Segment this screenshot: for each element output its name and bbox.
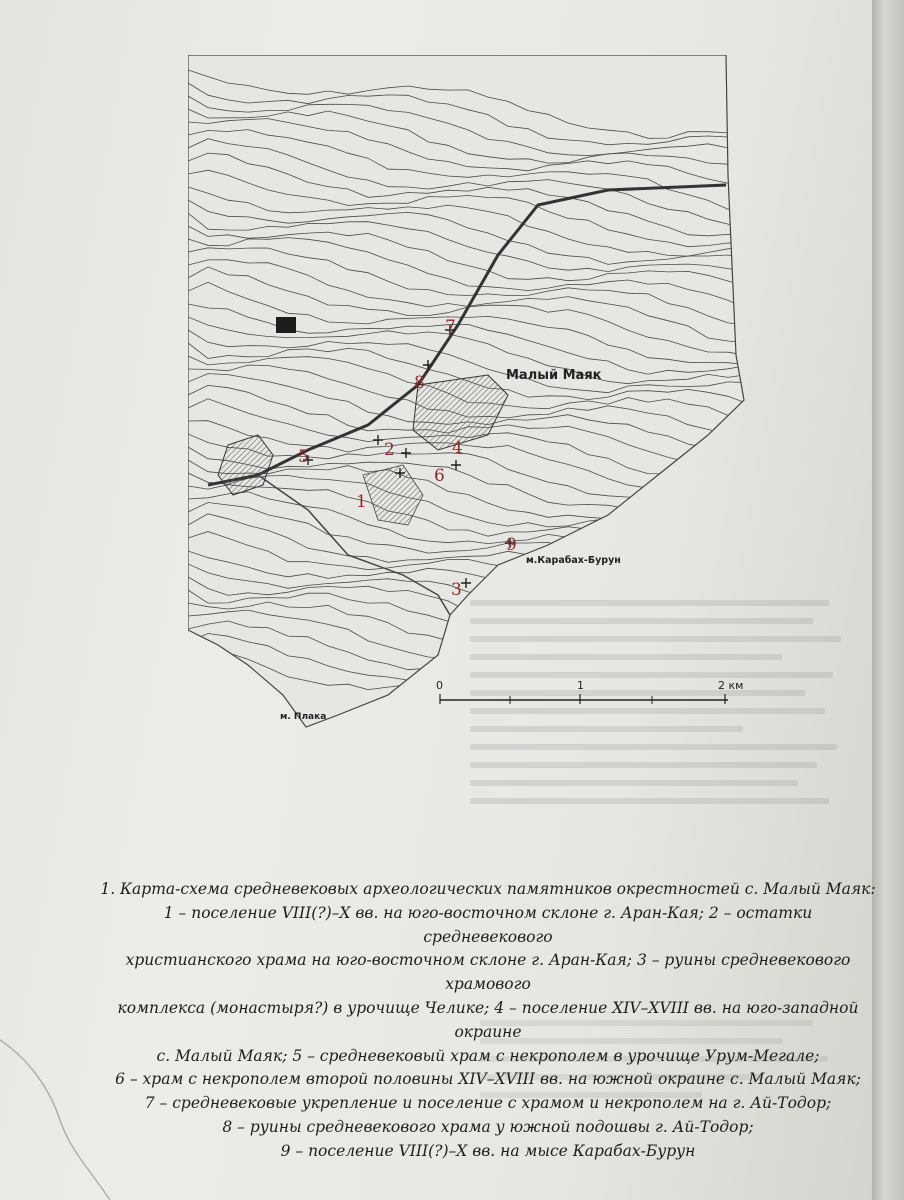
building-black [276,317,296,333]
caption-line: 6 – храм с некрополем второй половины XIV–XVIII вв. на южной окраине с. Малый Маяк; [115,1070,861,1089]
caption-line: 1. Карта-схема средневековых археологических памятников окрестностей с. Малый Маяк: [100,880,876,898]
site-number-8: 8 [414,373,425,393]
site-number-9: 9 [506,535,517,555]
scale-label-0: 0 [436,679,443,692]
caption-line: 8 – руины средневекового храма у южной подошвы г. Ай-Тодор; [222,1117,754,1136]
site-number-7: 7 [445,317,456,337]
caption-line: христианского храма на юго-восточном склоне г. Аран-Кая; 3 – руины средневекового храмового [125,951,851,994]
label-maly-mayak: Малый Маяк [506,368,602,383]
caption-line: с. Малый Маяк; 5 – средневековый храм с некрополем в урочище Урум-Мегале; [156,1046,820,1065]
site-number-6: 6 [434,466,445,486]
scale-label-2km: 2 км [718,679,744,692]
map-drawing [188,55,750,735]
caption-line: 9 – поселение VIII(?)–X вв. на мысе Карабах-Бурун [280,1141,696,1160]
caption-line: 1 – поселение VIII(?)–X вв. на юго-восточном склоне г. Аран-Кая; 2 – остатки средневекового [163,903,813,946]
site-number-5: 5 [298,447,309,467]
caption-line: 7 – средневековые укрепление и поселение с храмом и некрополем на г. Ай-Тодор; [144,1094,832,1113]
paper-crease [0,1030,140,1200]
scale-bar [436,679,744,710]
figure-caption [98,878,878,1164]
site-number-4: 4 [452,438,463,458]
scale-label-1: 1 [577,679,584,692]
site-number-1: 1 [356,492,367,512]
site-number-2: 2 [384,440,395,460]
site-number-3: 3 [451,580,462,600]
label-plaka: м. Плака [280,712,327,722]
label-karabakh-burun: м.Карабах-Бурун [526,555,621,566]
caption-line: комплекса (монастыря?) в урочище Челике; 4 – поселение XIV–XVIII вв. на юго-западной окраине [117,998,859,1041]
topographic-map [188,55,750,735]
